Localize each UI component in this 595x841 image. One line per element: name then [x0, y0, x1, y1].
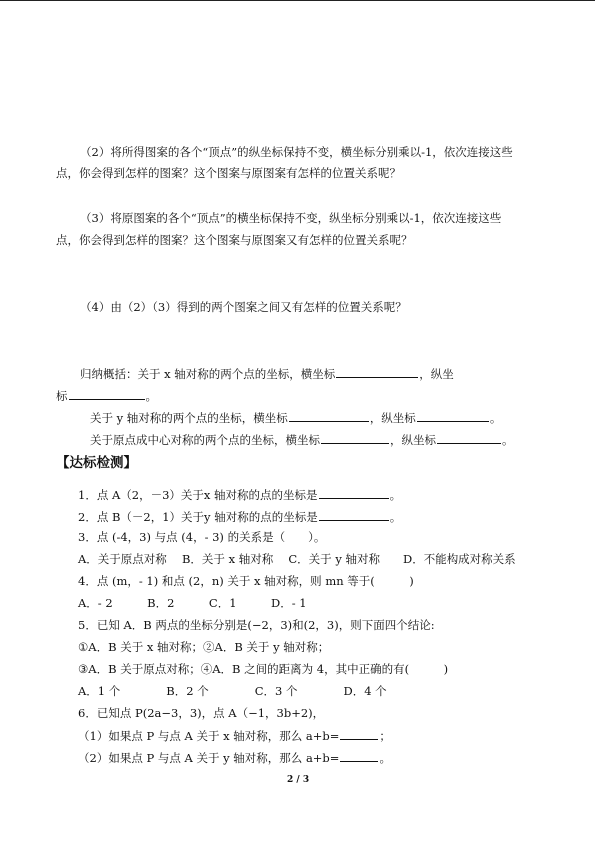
exercise-5: 5．已知 A．B 两点的坐标分别是(−2，3)和(2，3)，则下面四个结论:: [78, 618, 435, 632]
exercise-2: [78, 509, 401, 524]
page-number: 2 / 3: [287, 775, 310, 785]
top-border-line: [0, 0, 595, 1]
q4-line-1: （4）由（2）（3）得到的两个图案之间又有怎样的位置关系呢？: [80, 300, 407, 314]
q2-line-2: 点，你会得到怎样的图案？这个图案与原图案有怎样的位置关系呢？: [56, 166, 401, 180]
summary-text: 关于 y 轴对称的两个点的坐标，横坐标: [90, 411, 288, 425]
summary-text: ，纵坐: [419, 367, 454, 381]
summary-text: 归纳概括：关于 x 轴对称的两个点的坐标，横坐标: [80, 367, 336, 381]
answer-blank[interactable]: [340, 728, 378, 740]
exercise-text: 。: [389, 510, 402, 524]
answer-blank[interactable]: [336, 366, 418, 378]
exercise-text: 。: [379, 751, 391, 765]
answer-blank[interactable]: [69, 388, 145, 400]
exercise-6: 6．已知点 P(2a−3，3)，点 A（−1，3b+2)，: [78, 706, 325, 720]
exercise-4: 4．点 (m，- 1) 和点 (2，n) 关于 x 轴对称，则 mn 等于( ): [78, 574, 414, 588]
summary-text: 。: [502, 433, 514, 447]
q2-line-1: （2）将所得图案的各个“顶点”的纵坐标保持不变，横坐标分别乘以-1，依次连接这些: [80, 145, 513, 159]
section-title: 【达标检测】: [56, 455, 137, 471]
answer-blank[interactable]: [321, 432, 389, 444]
answer-blank[interactable]: [289, 410, 369, 422]
answer-blank[interactable]: [417, 410, 489, 422]
exercise-5-statements-2: ③A．B 关于原点对称；④A．B 之间的距离为 4，其中正确的有( ): [78, 662, 449, 676]
summary-line-2: [56, 388, 157, 403]
q3-line-2: 点，你会得到怎样的图案？这个图案与原图案又有怎样的位置关系呢？: [56, 233, 413, 247]
summary-text: 。: [489, 411, 502, 425]
exercise-text: 2．点 B（－2，1）关于y 轴对称的点的坐标是: [78, 510, 318, 524]
exercise-5-options: A．1 个 B．2 个 C．3 个 D．4 个: [78, 684, 387, 698]
answer-blank[interactable]: [340, 750, 378, 762]
summary-text: ，纵坐标: [369, 411, 416, 425]
summary-text: 。: [145, 389, 157, 403]
exercise-6-part-1: [78, 728, 391, 743]
exercise-3: 3．点 (-4，3) 与点 (4，- 3) 的关系是（ ）。: [78, 530, 326, 544]
exercise-text: （2）如果点 P 与点 A 关于 y 轴对称，那么 a+b=: [78, 751, 340, 765]
exercise-5-statements-1: ①A．B 关于 x 轴对称；②A．B 关于 y 轴对称；: [78, 640, 330, 654]
exercise-text: 。: [389, 488, 402, 502]
summary-line-4: [90, 432, 514, 447]
exercise-1: [78, 487, 401, 502]
exercise-text: ；: [379, 729, 391, 743]
answer-blank[interactable]: [319, 509, 389, 521]
summary-line-1: [80, 366, 454, 381]
answer-blank[interactable]: [437, 432, 501, 444]
q3-line-1: （3）将原图案的各个“顶点”的横坐标保持不变，纵坐标分别乘以-1，依次连接这些: [80, 211, 502, 225]
summary-text: ，纵坐标: [390, 433, 436, 447]
exercise-text: 1．点 A（2，－3）关于x 轴对称的点的坐标是: [78, 488, 318, 502]
summary-text: 关于原点成中心对称的两个点的坐标，横坐标: [90, 433, 320, 447]
summary-line-3: [90, 410, 501, 425]
exercise-text: （1）如果点 P 与点 A 关于 x 轴对称，那么 a+b=: [78, 729, 340, 743]
exercise-4-options: A．- 2 B．2 C．1 D．- 1: [78, 596, 307, 610]
exercise-3-options: A．关于原点对称 B．关于 x 轴对称 C．关于 y 轴对称 D．不能构成对称关系: [78, 552, 516, 566]
exercise-6-part-2: [78, 750, 391, 765]
summary-text: 标: [56, 389, 68, 403]
answer-blank[interactable]: [319, 487, 389, 499]
